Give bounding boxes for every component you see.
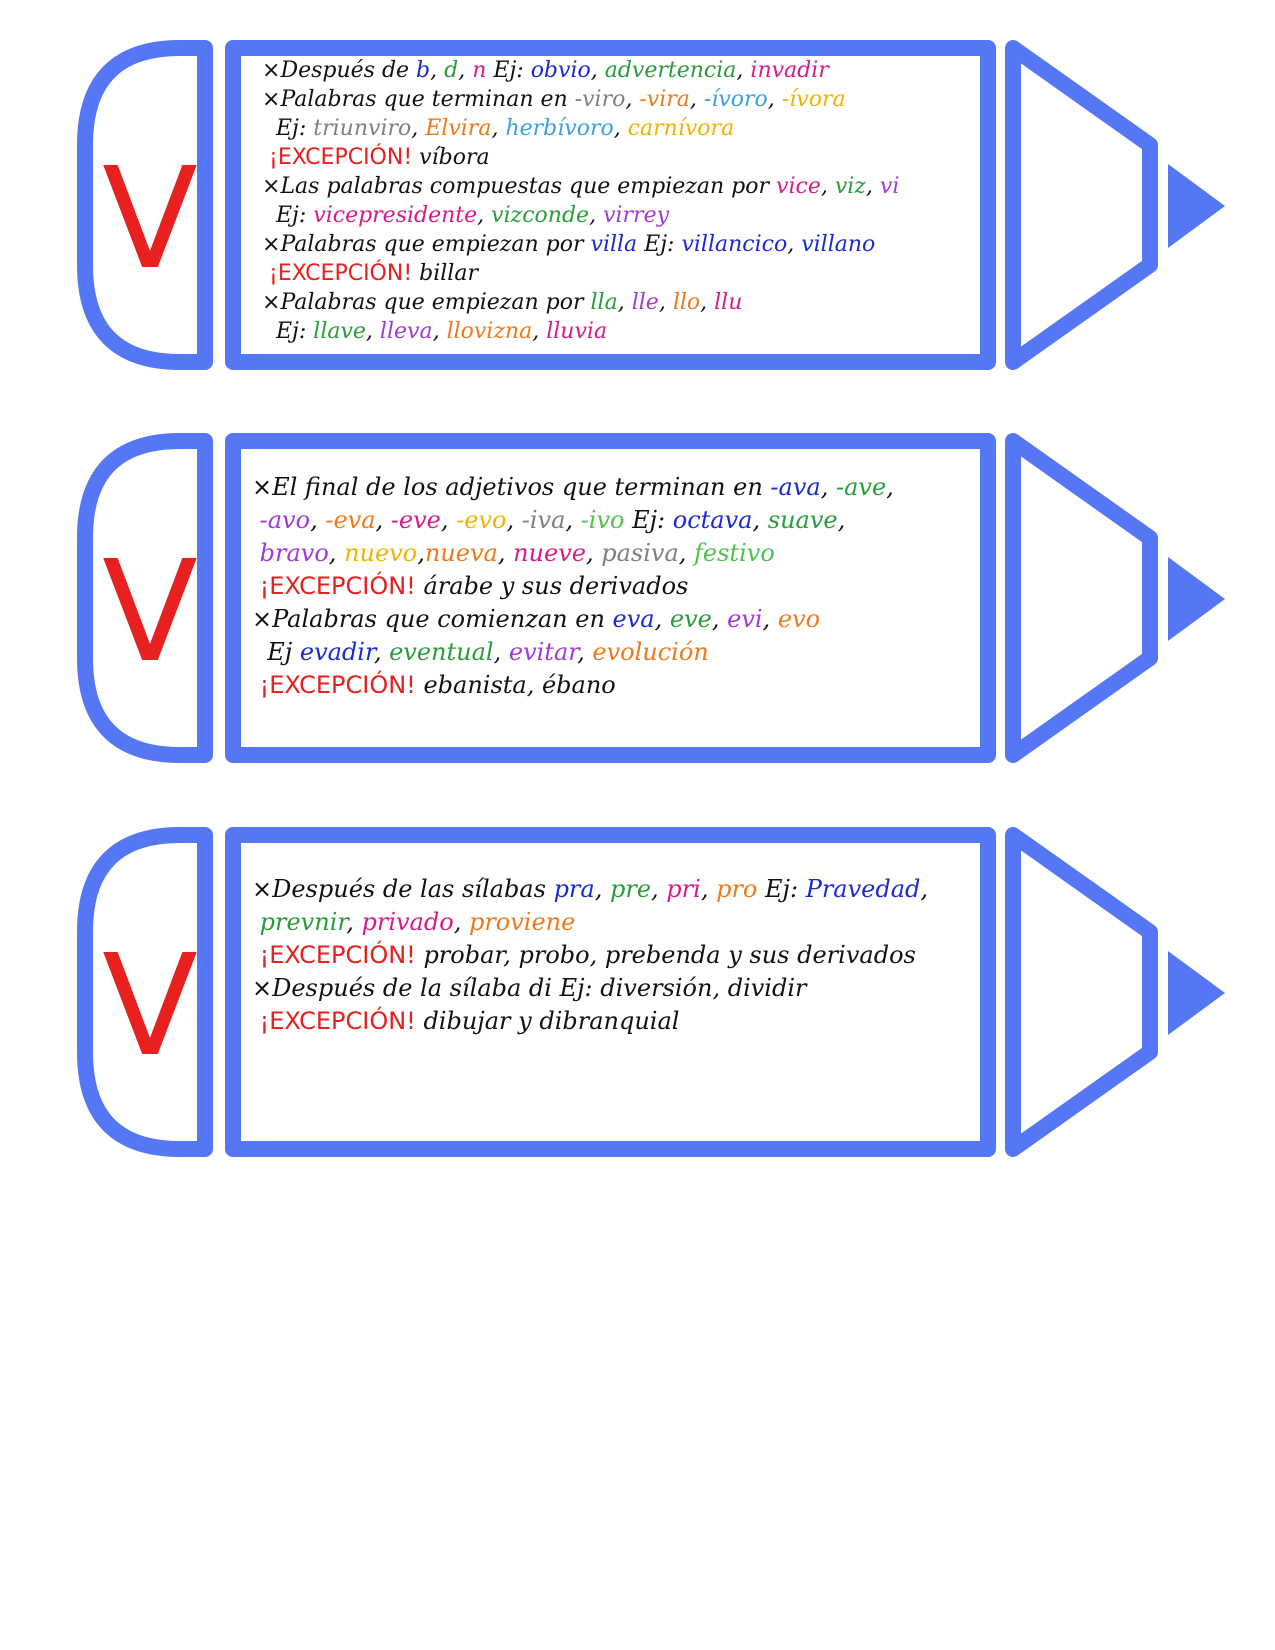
example-word: festivo: [694, 539, 775, 567]
example-word: viz: [834, 174, 866, 199]
pencil-letter-3: V: [102, 925, 198, 1088]
rule-line: [252, 537, 894, 570]
example-word: advertencia: [604, 58, 737, 83]
rule-text: ,: [590, 58, 605, 83]
rule-text: probar, probo, prebenda y sus derivados: [415, 941, 916, 969]
example-word: lluvia: [546, 319, 608, 344]
rule-line: [252, 1005, 928, 1038]
bullet-mark: ×: [262, 58, 281, 83]
example-word: pre: [609, 875, 652, 903]
example-word: -iva: [521, 506, 566, 534]
rule-text: [252, 539, 260, 567]
rule-text: ,: [565, 506, 581, 534]
example-word: evadir: [299, 638, 374, 666]
rule-text: ,: [654, 605, 670, 633]
example-word: -eve: [390, 506, 441, 534]
rule-text: ,: [506, 506, 522, 534]
example-word: d: [444, 58, 459, 83]
rule-text: ,: [700, 290, 715, 315]
rule-text: ,: [440, 506, 457, 534]
rule-text: ,: [700, 875, 717, 903]
rules-text-1: [262, 56, 899, 346]
example-word: vice: [776, 174, 821, 199]
rule-text: ,: [651, 875, 667, 903]
example-word: llo: [672, 290, 701, 315]
pencil-card-1: [0, 40, 1275, 380]
exception-label: ¡EXCEPCIÓN!: [262, 145, 413, 170]
rule-text: ,: [497, 539, 514, 567]
rule-text: ,: [477, 203, 492, 228]
rule-text: El final de los adjetivos que terminan en: [272, 473, 771, 501]
example-word: -ivo: [580, 506, 625, 534]
example-word: octava: [672, 506, 753, 534]
rule-text: Después de: [280, 58, 417, 83]
example-word: llovizna: [446, 319, 533, 344]
rule-text: ,: [411, 116, 426, 141]
rule-text: ,: [310, 506, 326, 534]
example-word: proviene: [468, 908, 576, 936]
rule-text: billar: [412, 261, 478, 286]
rule-text: ,: [491, 116, 506, 141]
example-word: -eva: [325, 506, 376, 534]
exception-label: ¡EXCEPCIÓN!: [252, 572, 416, 600]
rule-text: Ej:: [624, 506, 673, 534]
bullet-mark: ×: [252, 605, 273, 633]
rule-text: ,: [689, 87, 704, 112]
rule-text: ,: [365, 319, 380, 344]
rule-text: [252, 908, 260, 936]
example-word: vicepresidente: [313, 203, 478, 228]
rule-text: ,: [577, 638, 593, 666]
rule-text: víbora: [412, 145, 490, 170]
rule-text: ebanista, ébano: [415, 671, 616, 699]
example-word: pro: [716, 875, 758, 903]
rule-line: [262, 288, 899, 317]
example-word: vizconde: [491, 203, 590, 228]
rule-line: [252, 471, 894, 504]
rule-line: [262, 143, 899, 172]
pencil-letter-1: V: [102, 138, 198, 301]
rule-text: Palabras que comienzan en: [272, 605, 613, 633]
example-word: Elvira: [425, 116, 492, 141]
exception-label: ¡EXCEPCIÓN!: [262, 261, 413, 286]
rule-text: Después de las sílabas: [272, 875, 554, 903]
rule-text: Palabras que empiezan por: [280, 290, 591, 315]
example-word: evo: [777, 605, 821, 633]
example-word: llave: [313, 319, 366, 344]
example-word: -avo: [259, 506, 311, 534]
rule-text: Ej:: [637, 232, 682, 257]
rule-text: Después de la sílaba di Ej: diversión, dividir: [272, 974, 807, 1002]
rule-line: [252, 669, 894, 702]
rule-text: Las palabras compuestas que empiezan por: [280, 174, 777, 199]
example-word: lleva: [379, 319, 433, 344]
rule-text: ,: [346, 908, 362, 936]
example-word: lle: [631, 290, 659, 315]
rule-text: ,: [837, 506, 846, 534]
example-word: villa: [590, 232, 638, 257]
example-word: -vira: [639, 87, 690, 112]
example-word: privado: [361, 908, 454, 936]
rule-text: ,: [613, 116, 628, 141]
example-word: llu: [714, 290, 743, 315]
rule-text: ,: [678, 539, 695, 567]
rule-text: ,: [589, 203, 604, 228]
rule-text: Ej:: [486, 58, 531, 83]
exception-label: ¡EXCEPCIÓN!: [252, 941, 416, 969]
rule-text: Ej:: [757, 875, 806, 903]
example-word: bravo: [259, 539, 329, 567]
rule-line: [262, 172, 899, 201]
rule-line: [252, 906, 928, 939]
bullet-mark: ×: [262, 232, 281, 257]
example-word: herbívoro: [505, 116, 614, 141]
rule-text: Ej:: [262, 319, 314, 344]
rule-text: ,: [328, 539, 345, 567]
rule-text: ,: [617, 290, 632, 315]
bullet-mark: ×: [252, 875, 273, 903]
bullet-mark: ×: [262, 174, 281, 199]
rule-text: árabe y sus derivados: [415, 572, 689, 600]
example-word: pra: [553, 875, 595, 903]
example-word: nuevo: [344, 539, 418, 567]
rule-text: ,: [920, 875, 929, 903]
rule-text: ,: [594, 875, 610, 903]
rule-text: ,: [453, 908, 469, 936]
rule-text: ,: [585, 539, 602, 567]
rule-line: [252, 972, 928, 1005]
rule-text: ,: [375, 506, 391, 534]
example-word: invadir: [750, 58, 829, 83]
rule-line: [252, 504, 894, 537]
rule-text: Palabras que empiezan por: [280, 232, 591, 257]
example-word: lla: [590, 290, 618, 315]
rule-text: ,: [658, 290, 673, 315]
example-word: b: [416, 58, 431, 83]
rule-text: ,: [762, 605, 778, 633]
example-word: carnívora: [627, 116, 735, 141]
rule-text: ,: [625, 87, 640, 112]
bullet-mark: ×: [252, 473, 273, 501]
example-word: n: [472, 58, 487, 83]
example-word: pri: [666, 875, 701, 903]
rule-line: [262, 259, 899, 288]
example-word: villancico: [681, 232, 788, 257]
rule-line: [262, 230, 899, 259]
example-word: evi: [727, 605, 763, 633]
example-word: vi: [879, 174, 900, 199]
rules-text-3: [252, 873, 928, 1038]
exception-label: ¡EXCEPCIÓN!: [252, 1007, 416, 1035]
example-word: triunviro: [313, 116, 412, 141]
example-word: eva: [612, 605, 655, 633]
rule-line: [252, 939, 928, 972]
example-word: virrey: [603, 203, 670, 228]
pencil-card-2: [0, 433, 1275, 773]
exception-label: ¡EXCEPCIÓN!: [252, 671, 416, 699]
example-word: prevnir: [259, 908, 347, 936]
example-word: -ava: [770, 473, 821, 501]
rule-line: [262, 114, 899, 143]
rule-text: ,: [458, 58, 473, 83]
example-word: -ívoro: [703, 87, 768, 112]
rule-text: ,: [752, 506, 768, 534]
rule-text: ,: [865, 174, 880, 199]
rule-text: ,: [417, 539, 425, 567]
bullet-mark: ×: [252, 974, 273, 1002]
rule-line: [252, 873, 928, 906]
bullet-mark: ×: [262, 87, 281, 112]
rule-text: ,: [787, 232, 802, 257]
rules-text-2: [252, 471, 894, 702]
rule-line: [262, 85, 899, 114]
rule-text: Palabras que terminan en: [280, 87, 575, 112]
rule-line: [252, 636, 894, 669]
example-word: pasiva: [601, 539, 679, 567]
rule-text: dibujar y dibranquial: [415, 1007, 680, 1035]
rule-text: ,: [532, 319, 547, 344]
rule-line: [252, 603, 894, 636]
example-word: -ívora: [781, 87, 846, 112]
example-word: -evo: [456, 506, 507, 534]
example-word: nueva: [424, 539, 498, 567]
rule-text: ,: [493, 638, 509, 666]
example-word: villano: [801, 232, 876, 257]
rule-text: ,: [736, 58, 751, 83]
rule-text: ,: [886, 473, 894, 501]
rule-line: [262, 56, 899, 85]
rule-text: ,: [767, 87, 782, 112]
rule-text: [252, 506, 260, 534]
example-word: -viro: [574, 87, 626, 112]
rule-text: ,: [820, 473, 836, 501]
pencil-letter-2: V: [102, 531, 198, 694]
example-word: evolución: [592, 638, 709, 666]
rule-line: [262, 201, 899, 230]
example-word: eventual: [389, 638, 494, 666]
example-word: nueve: [513, 539, 586, 567]
example-word: suave: [767, 506, 838, 534]
example-word: eve: [669, 605, 712, 633]
example-word: evitar: [508, 638, 578, 666]
rule-text: ,: [820, 174, 835, 199]
rule-text: ,: [430, 58, 445, 83]
example-word: obvio: [530, 58, 591, 83]
rule-text: ,: [711, 605, 728, 633]
bullet-mark: ×: [262, 290, 281, 315]
rule-text: Ej: [252, 638, 300, 666]
rule-text: Ej:: [262, 116, 314, 141]
pencil-card-3: [0, 827, 1275, 1167]
rule-line: [252, 570, 894, 603]
rule-text: ,: [432, 319, 447, 344]
rule-text: Ej:: [262, 203, 314, 228]
rule-line: [262, 317, 899, 346]
example-word: Pravedad: [805, 875, 921, 903]
rule-text: ,: [373, 638, 390, 666]
example-word: -ave: [835, 473, 887, 501]
